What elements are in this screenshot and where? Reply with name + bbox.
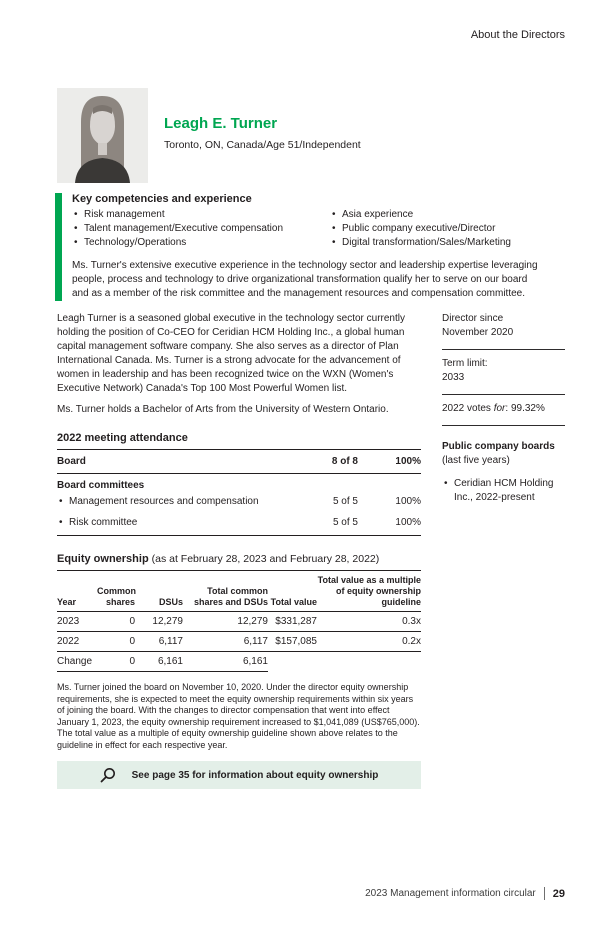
magnifier-icon	[100, 767, 116, 783]
cell-common-shares: 0	[129, 636, 135, 647]
competency-item: • Technology/Operations	[72, 236, 330, 250]
green-accent-bar	[55, 193, 62, 301]
equity-title	[57, 553, 421, 565]
column-header: Total common shares and DSUs	[193, 586, 268, 607]
attendance-meetings: 5 of 5	[332, 496, 358, 507]
votes-prefix: 2022 votes	[442, 403, 494, 414]
attendance-row-board	[57, 450, 421, 474]
attendance-table	[57, 449, 421, 536]
director-name: Leagh E. Turner	[164, 115, 278, 132]
director-profile-header	[57, 88, 361, 183]
column-header: Total value	[270, 597, 317, 607]
cell-year: 2023	[57, 616, 80, 627]
competencies-section	[55, 193, 558, 301]
cell-total-value: $331,287	[275, 616, 317, 627]
equity-footnote: Ms. Turner joined the board on November 10, 2020. Under the director equity ownership requirements, she is expected to meet the equity ownership requirements within six years of joining the board. With the changes to director compensation that went into effect January 1, 2023, the equity ownership requirement increased to $1,041,089 (US$765,000). The total value as a multiple of equity ownership guideline shown above relates to the guideline in effect for each respective year.	[57, 682, 420, 750]
equity-table-header	[57, 570, 421, 612]
cell-multiple	[317, 656, 421, 667]
cell-total-value	[268, 656, 317, 667]
attendance-committees-label: Board committees	[57, 480, 145, 491]
director-since-label: Director since	[442, 313, 504, 324]
portrait-illustration	[57, 88, 148, 183]
competencies-summary: Ms. Turner's extensive executive experience in the technology sector and leadership expertise leveraging people, process and technology to drive organizational transformation qualify her to serve on our board and as a member of the risk committee and the management resources and compensation committee.	[72, 260, 538, 299]
column-header: Year	[57, 597, 77, 607]
column-header: DSUs	[158, 597, 183, 607]
cell-common-shares: 0	[129, 616, 135, 627]
attendance-meetings: 8 of 8	[331, 456, 358, 467]
public-boards-subtitle: (last five years)	[442, 455, 510, 466]
competency-item: • Digital transformation/Sales/Marketing	[330, 236, 558, 250]
page-number: 29	[552, 887, 565, 900]
competencies-title: Key competencies and experience	[72, 193, 252, 205]
cell-year: 2022	[57, 636, 80, 647]
attendance-label: • Management resources and compensation	[57, 495, 298, 508]
attendance-title: 2022 meeting attendance	[57, 432, 188, 444]
equity-title-bold: Equity ownership	[57, 553, 149, 565]
competencies-body	[62, 193, 558, 301]
equity-table-row	[57, 612, 421, 632]
column-header: Common shares	[97, 586, 136, 607]
bio-paragraph: Ms. Turner holds a Bachelor of Arts from the University of Western Ontario.	[57, 404, 389, 415]
sidebar-director-since	[442, 312, 565, 350]
equity-table	[57, 570, 421, 672]
sidebar	[442, 312, 565, 789]
biography	[57, 312, 421, 417]
attendance-meetings: 5 of 5	[332, 517, 358, 528]
competency-item: • Risk management	[72, 208, 330, 222]
director-photo	[57, 88, 148, 183]
attendance-row-committee	[57, 491, 421, 512]
cell-dsus: 6,117	[158, 636, 183, 647]
sidebar-term-limit	[442, 350, 565, 395]
equity-reference-callout[interactable]	[57, 761, 421, 789]
cell-total-shares: 12,279	[237, 616, 268, 627]
cell-dsus: 12,279	[152, 616, 183, 627]
attendance-percent: 100%	[395, 517, 421, 528]
page-footer	[365, 887, 565, 900]
competency-item: • Public company executive/Director	[330, 222, 558, 236]
term-limit-value: 2033	[442, 372, 465, 383]
running-head: About the Directors	[470, 29, 565, 41]
cell-common-shares: 0	[129, 656, 135, 667]
footer-title: 2023 Management information circular	[365, 888, 536, 899]
director-details: Toronto, ON, Canada/Age 51/Independent	[164, 139, 361, 151]
cell-year: Change	[57, 656, 93, 667]
cell-multiple: 0.3x	[402, 616, 421, 627]
sidebar-public-boards	[442, 426, 565, 505]
public-board-item: • Ceridian HCM Holding Inc., 2022-present	[442, 477, 565, 505]
public-boards-title: Public company boards	[442, 441, 555, 452]
equity-table-row-change	[57, 652, 421, 671]
main-content	[57, 312, 565, 789]
equity-title-rest: (as at February 28, 2023 and February 28, 2022)	[148, 553, 380, 565]
competencies-left-list	[72, 208, 330, 250]
public-boards-list	[442, 477, 565, 505]
bio-paragraph: Leagh Turner is a seasoned global executive in the technology sector currently holding the position of Co-CEO for Ceridian HCM Holding Inc., a global human capital management software company. She also serves as a director of Plan International Canada. Ms. Turner is a strong advocate for the advancement of women in leadership and has been recognized twice on the WXN (Women's Executive Network) Canada's Top 100 Most Powerful Women list.	[57, 313, 405, 394]
votes-value: : 99.32%	[505, 403, 545, 414]
cell-dsus: 6,161	[157, 656, 183, 667]
competencies-columns	[72, 208, 558, 250]
profile-text	[164, 88, 361, 183]
callout-text: See page 35 for information about equity ownership	[131, 769, 379, 781]
sidebar-votes	[442, 395, 565, 426]
director-since-value: November 2020	[442, 327, 514, 338]
equity-table-row	[57, 632, 421, 652]
column-header: Total value as a multiple of equity ownership guideline	[317, 575, 421, 607]
cell-total-value: $157,085	[275, 636, 317, 647]
equity-partial-rule	[57, 671, 268, 672]
left-column	[57, 312, 421, 789]
attendance-label: Board	[57, 456, 86, 467]
competencies-right-list	[330, 208, 558, 250]
attendance-percent: 100%	[395, 456, 421, 467]
attendance-label: • Risk committee	[57, 516, 298, 529]
attendance-percent: 100%	[395, 496, 421, 507]
competency-item: • Asia experience	[330, 208, 558, 222]
cell-total-shares: 6,161	[242, 656, 268, 667]
footer-divider	[544, 887, 545, 900]
votes-italic-word: for	[493, 403, 506, 414]
competency-item: • Talent management/Executive compensation	[72, 222, 330, 236]
cell-multiple: 0.2x	[402, 636, 421, 647]
term-limit-label: Term limit:	[442, 358, 488, 369]
attendance-row-committee	[57, 512, 421, 535]
cell-total-shares: 6,117	[243, 636, 268, 647]
